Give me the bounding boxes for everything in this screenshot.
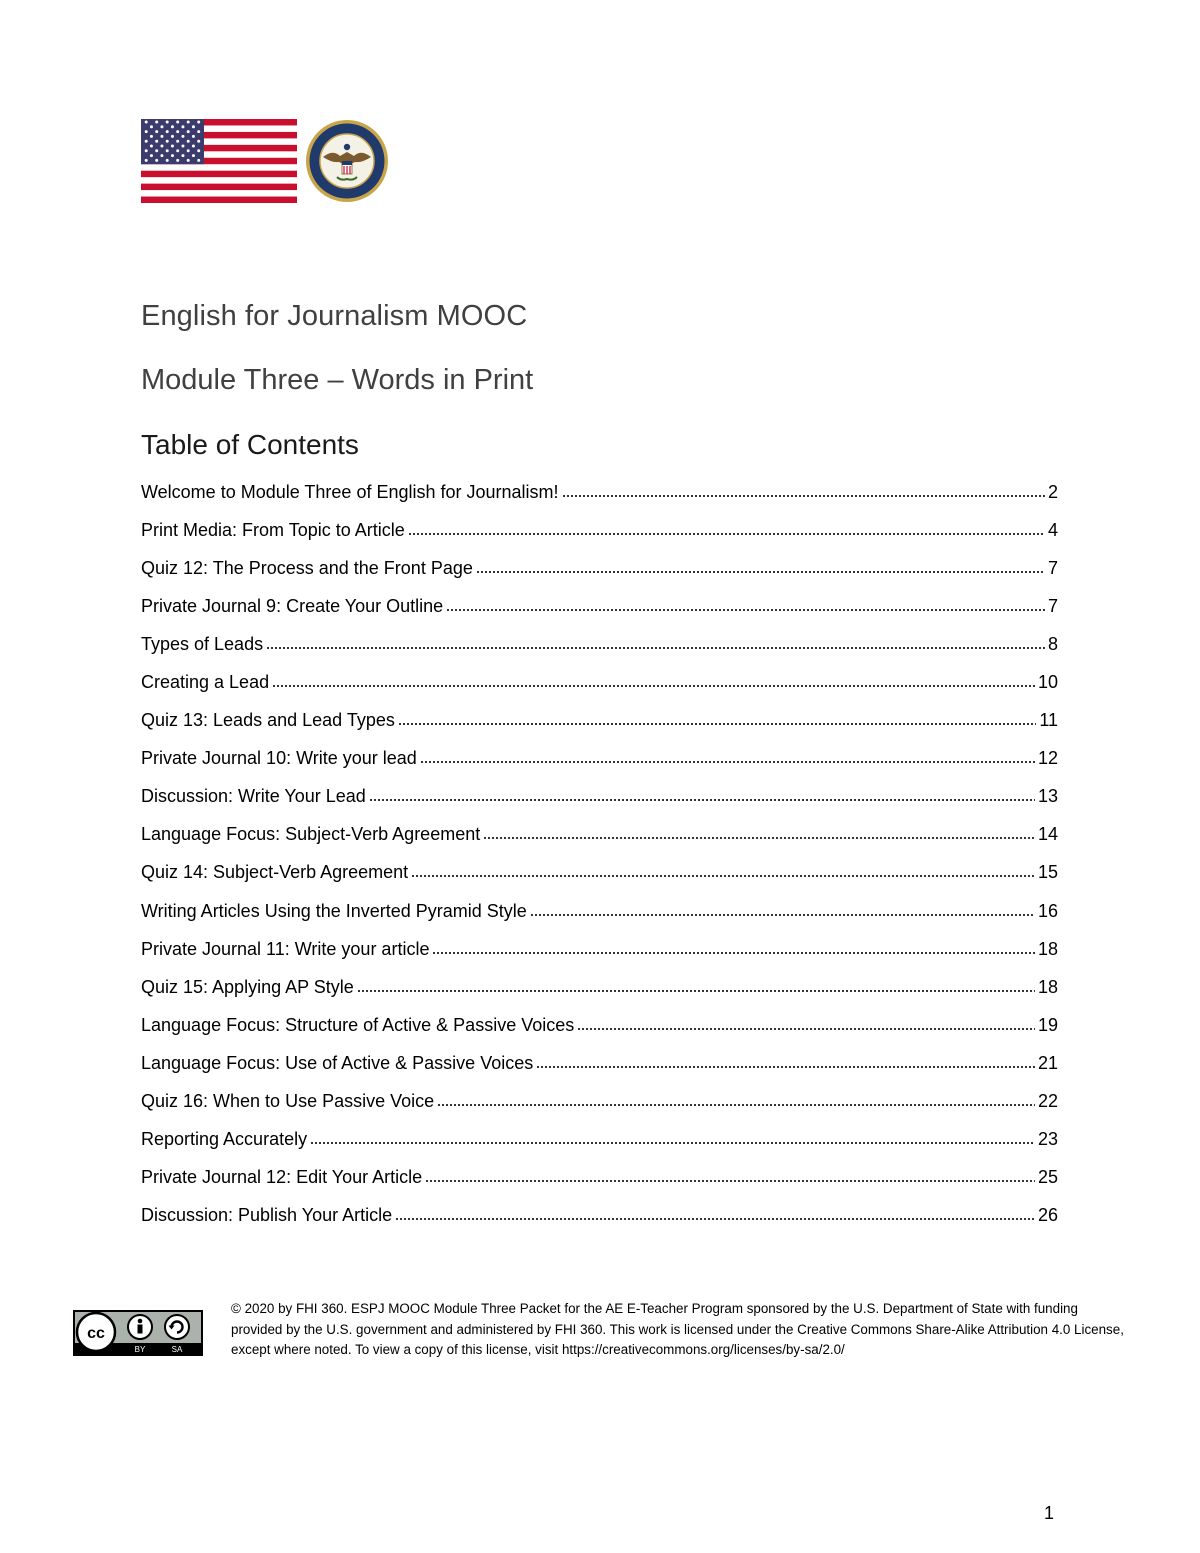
toc-entry[interactable] [141, 473, 1058, 511]
toc-entry[interactable] [141, 549, 1058, 587]
toc-entry-title: Quiz 13: Leads and Lead Types [141, 710, 395, 731]
license-text: © 2020 by FHI 360. ESPJ MOOC Module Three Packet for the AE E-Teacher Program sponsored by the U.S. Department of State with funding provided by the U.S. government and administered by FHI 360. This work is licensed under the Creative Commons Share-Alike Attribution 4.0 License, except where noted. To view a copy of this license, visit https://creativecommons.org/licenses/by-sa/2.0/ [231, 1301, 1124, 1357]
toc-dot-leader [476, 569, 1045, 575]
cc-sa-label: SA [171, 1345, 183, 1354]
toc-dot-leader [437, 1102, 1035, 1108]
toc-entry-title: Welcome to Module Three of English for Journalism! [141, 481, 559, 502]
toc-entry-page: 19 [1037, 1014, 1058, 1035]
toc-entry-page: 4 [1047, 519, 1058, 540]
toc-dot-leader [357, 988, 1035, 994]
toc-entry-page: 18 [1037, 976, 1058, 997]
toc-dot-leader [562, 493, 1045, 499]
toc-dot-leader [310, 1140, 1035, 1146]
toc-entry-page: 16 [1037, 900, 1058, 921]
page-number: 1 [1044, 1503, 1055, 1523]
toc-entry[interactable] [141, 1197, 1058, 1235]
toc-entry[interactable] [141, 1159, 1058, 1197]
toc-entry[interactable] [141, 740, 1058, 778]
toc-entry-title: Language Focus: Subject-Verb Agreement [141, 824, 481, 845]
toc-entry[interactable] [141, 930, 1058, 968]
header-logos [141, 119, 389, 203]
toc-entry[interactable] [141, 1006, 1058, 1044]
document-title: English for Journalism MOOC [141, 300, 528, 332]
toc-dot-leader [398, 721, 1036, 727]
toc-entry[interactable] [141, 663, 1058, 701]
department-of-state-seal-icon [305, 119, 389, 203]
toc-entry-page: 7 [1047, 557, 1058, 578]
toc-entry-page: 23 [1037, 1129, 1058, 1150]
toc-entry-title: Quiz 14: Subject-Verb Agreement [141, 862, 409, 883]
toc-entry-title: Writing Articles Using the Inverted Pyramid Style [141, 900, 527, 921]
toc-dot-leader [446, 607, 1045, 613]
svg-text:cc: cc [87, 1325, 105, 1342]
us-flag-icon [141, 119, 297, 203]
toc-entry[interactable] [141, 702, 1058, 740]
toc-entry-page: 18 [1037, 938, 1058, 959]
cc-by-label: BY [134, 1345, 146, 1354]
toc-entry-page: 25 [1037, 1167, 1058, 1188]
cc-by-sa-icon [73, 1310, 203, 1356]
toc-dot-leader [272, 683, 1035, 689]
toc-dot-leader [408, 531, 1045, 537]
license-block [73, 1299, 1133, 1361]
toc-entry[interactable] [141, 625, 1058, 663]
toc-dot-leader [530, 912, 1035, 918]
toc-entry-page: 7 [1047, 595, 1058, 616]
toc-entry-title: Print Media: From Topic to Article [141, 519, 405, 540]
toc-entry-page: 8 [1047, 633, 1058, 654]
toc-entry-title: Private Journal 9: Create Your Outline [141, 595, 444, 616]
document-subtitle: Module Three – Words in Print [141, 364, 534, 396]
toc-entry-page: 13 [1037, 786, 1058, 807]
toc-entry-title: Private Journal 12: Edit Your Article [141, 1167, 423, 1188]
toc-dot-leader [432, 950, 1035, 956]
toc-entry[interactable] [141, 1121, 1058, 1159]
toc-entry-title: Private Journal 10: Write your lead [141, 748, 417, 769]
toc-dot-leader [536, 1064, 1035, 1070]
toc-entry-title: Types of Leads [141, 633, 264, 654]
toc-heading: Table of Contents [141, 429, 359, 460]
toc-entry-title: Private Journal 11: Write your article [141, 938, 430, 959]
toc-entry-page: 11 [1039, 710, 1058, 731]
toc-entry-title: Quiz 16: When to Use Passive Voice [141, 1091, 435, 1112]
toc-entry-page: 26 [1037, 1205, 1058, 1226]
toc-entry[interactable] [141, 892, 1058, 930]
toc-dot-leader [577, 1026, 1035, 1032]
toc-entry[interactable] [141, 854, 1058, 892]
toc-entry-page: 15 [1037, 862, 1058, 883]
toc-dot-leader [425, 1178, 1035, 1184]
toc-dot-leader [369, 797, 1035, 803]
toc-entry-page: 22 [1037, 1091, 1058, 1112]
toc-entry-page: 2 [1047, 481, 1058, 502]
toc-entry[interactable] [141, 587, 1058, 625]
toc-entry-page: 12 [1037, 748, 1058, 769]
toc-dot-leader [266, 645, 1045, 651]
toc-entry[interactable] [141, 778, 1058, 816]
toc-dot-leader [395, 1216, 1035, 1222]
toc-entry[interactable] [141, 816, 1058, 854]
table-of-contents [141, 473, 1058, 1235]
toc-entry-title: Quiz 15: Applying AP Style [141, 976, 354, 997]
toc-entry-page: 21 [1037, 1052, 1058, 1073]
toc-entry-title: Creating a Lead [141, 672, 270, 693]
toc-dot-leader [420, 759, 1035, 765]
toc-entry-title: Quiz 12: The Process and the Front Page [141, 557, 473, 578]
toc-entry-title: Discussion: Publish Your Article [141, 1205, 393, 1226]
toc-entry-title: Language Focus: Structure of Active & Passive Voices [141, 1014, 575, 1035]
toc-entry[interactable] [141, 511, 1058, 549]
toc-entry-page: 14 [1037, 824, 1058, 845]
toc-entry-title: Reporting Accurately [141, 1129, 308, 1150]
toc-entry-page: 10 [1037, 672, 1058, 693]
toc-entry[interactable] [141, 1083, 1058, 1121]
toc-entry[interactable] [141, 968, 1058, 1006]
toc-dot-leader [411, 873, 1035, 879]
toc-entry-title: Language Focus: Use of Active & Passive Voices [141, 1052, 534, 1073]
toc-entry-title: Discussion: Write Your Lead [141, 786, 366, 807]
toc-dot-leader [483, 835, 1035, 841]
toc-entry[interactable] [141, 1044, 1058, 1082]
